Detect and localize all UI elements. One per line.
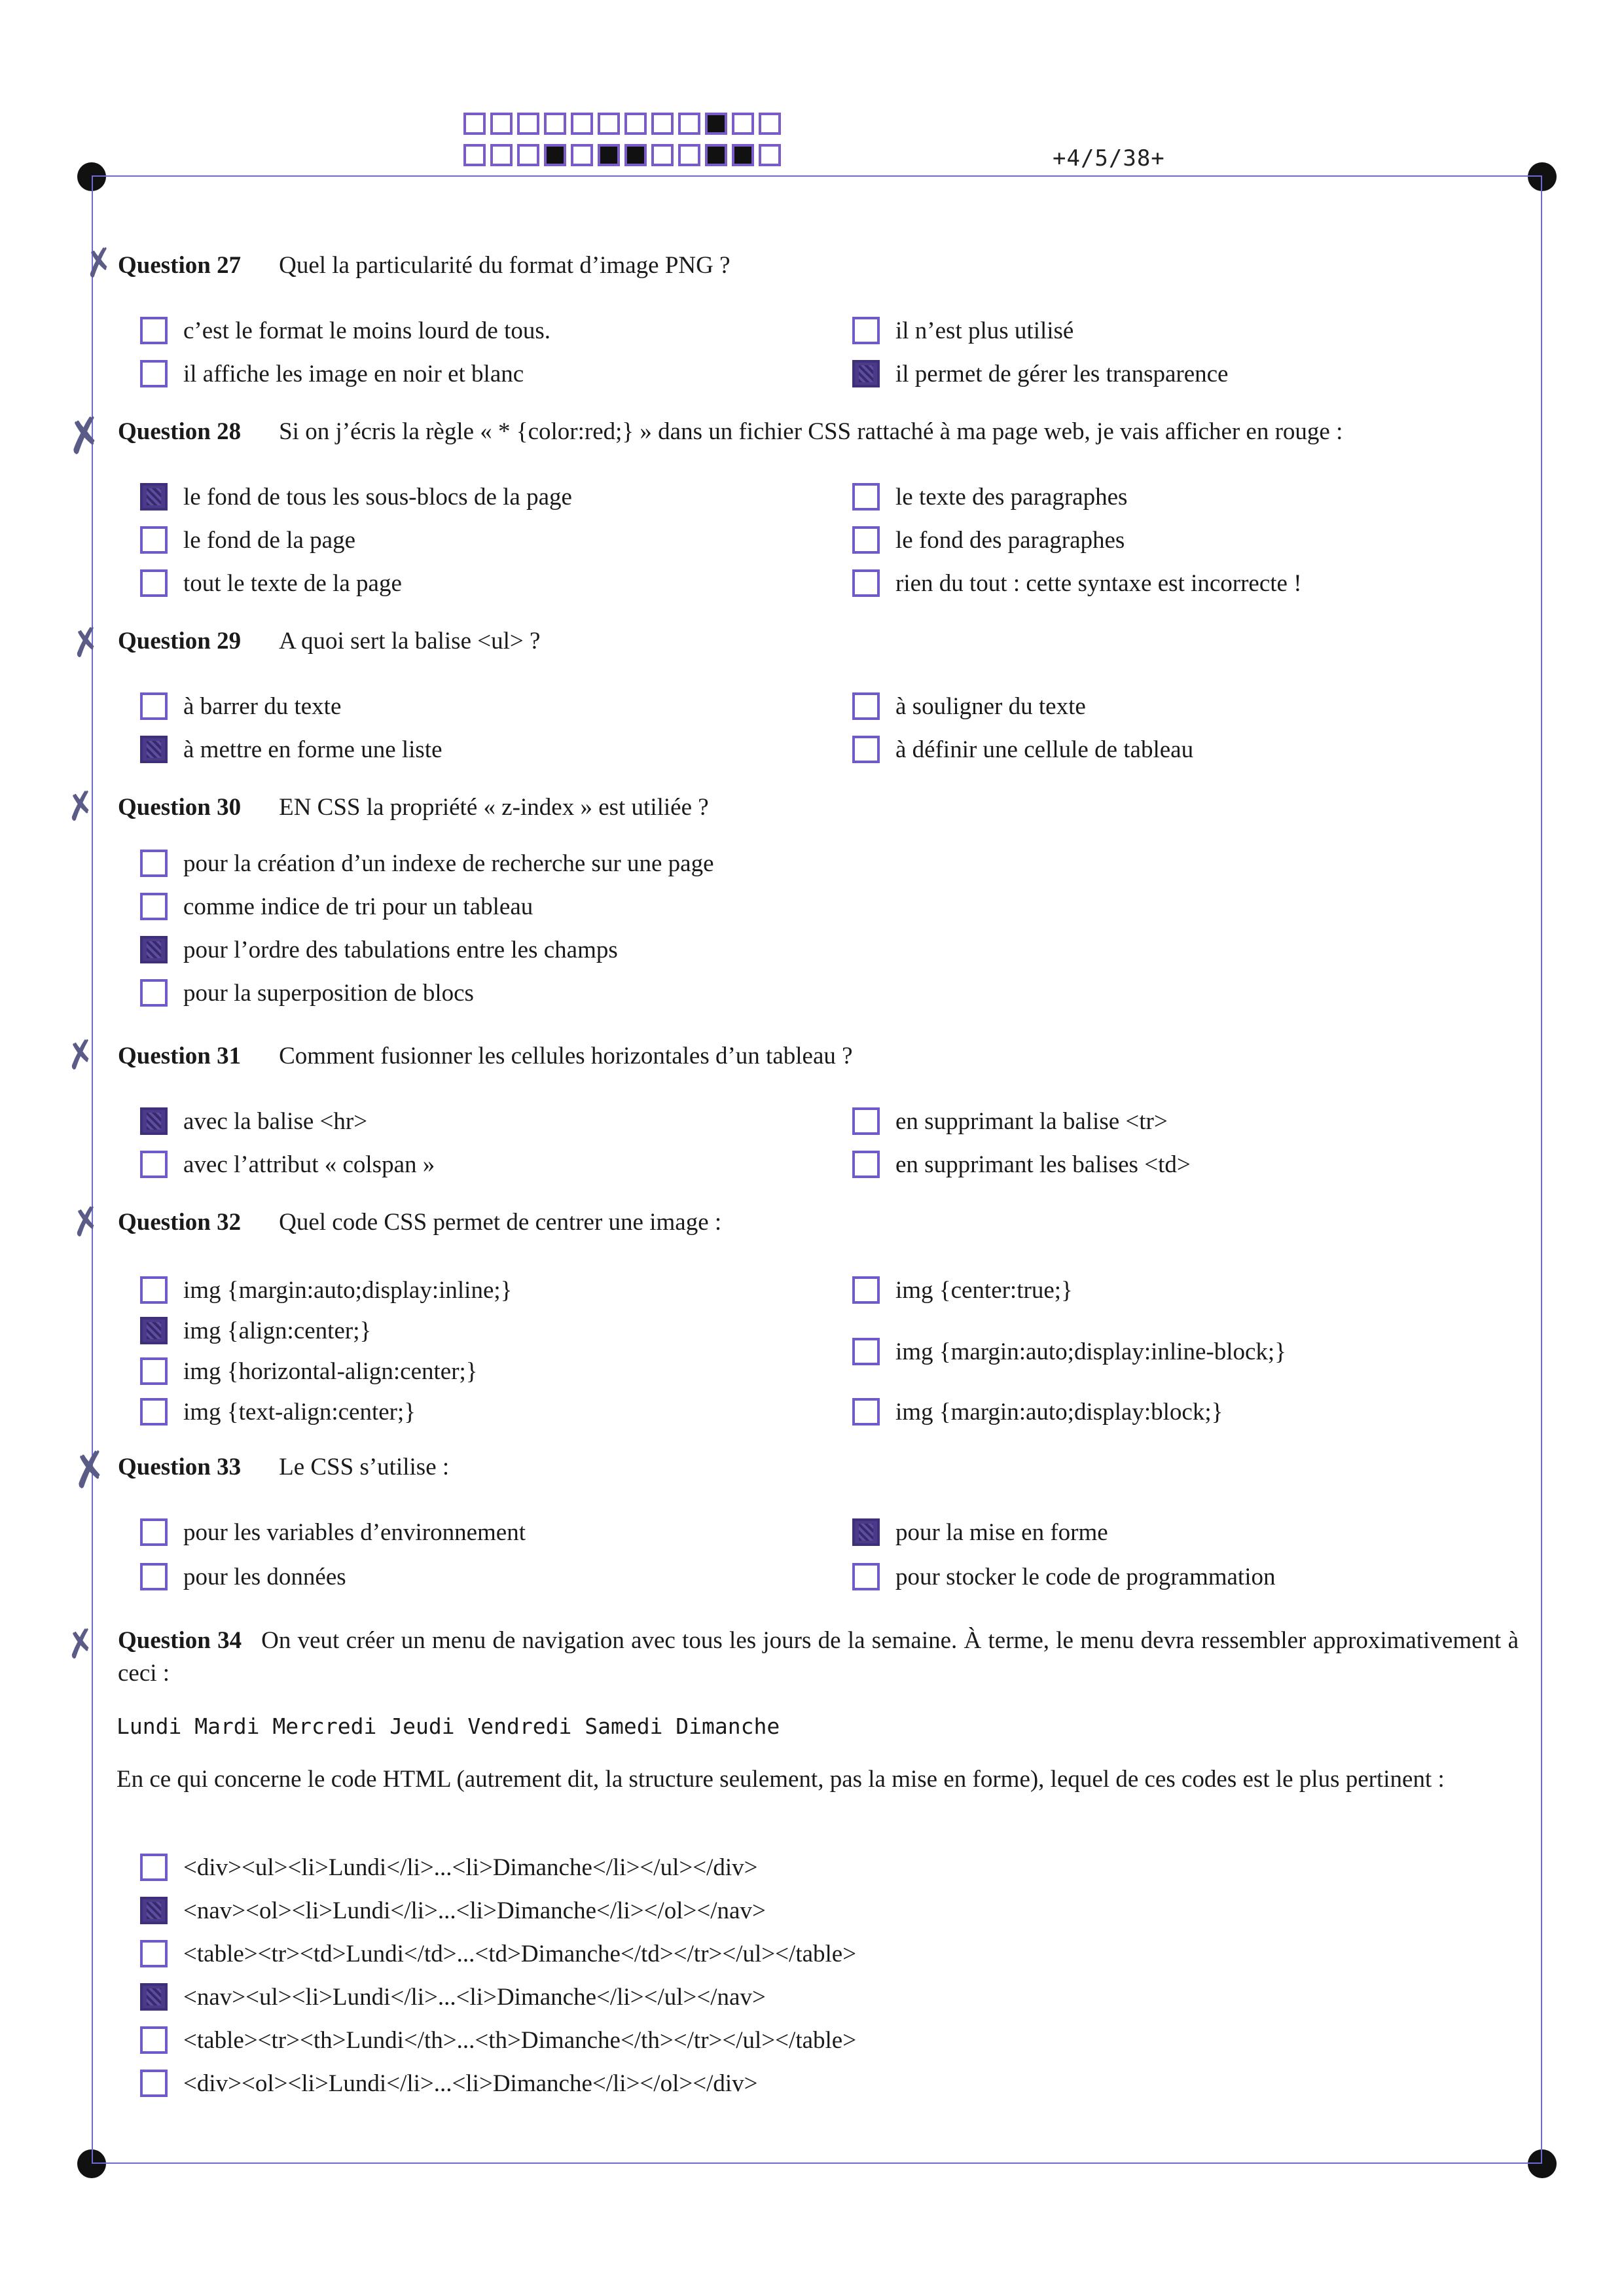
q30-option-1[interactable] (140, 847, 714, 880)
grading-mark-q30: ✗ (61, 782, 101, 831)
code-box-filled (544, 144, 566, 166)
code-box-filled (732, 144, 754, 166)
code-row-1 (463, 113, 785, 135)
checkbox[interactable] (140, 2026, 168, 2054)
grading-mark-q29: ✗ (66, 619, 106, 668)
code-box-filled (705, 113, 727, 135)
question-text: Comment fusionner les cellules horizontales d’un tableau ? (279, 1043, 853, 1069)
option-label: <nav><ul><li>Lundi</li>...<li>Dimanche</li></ul></nav> (183, 1983, 766, 2011)
question-text: Quel la particularité du format d’image PNG ? (279, 252, 731, 279)
question-28-title (118, 418, 1343, 446)
question-34-title (118, 1624, 1519, 1690)
code-box (490, 113, 513, 135)
question-text: A quoi sert la balise <ul> ? (279, 628, 541, 655)
grading-mark-q33: ✗ (65, 1439, 115, 1501)
option-label: à souligner du texte (895, 692, 1086, 720)
checkbox-checked[interactable] (140, 1317, 168, 1344)
checkbox[interactable] (852, 1276, 880, 1304)
checkbox[interactable] (140, 1151, 168, 1178)
checkbox-checked[interactable] (140, 1897, 168, 1924)
q33-option-2[interactable] (140, 1560, 346, 1593)
checkbox-checked[interactable] (140, 736, 168, 763)
code-box (759, 144, 781, 166)
grading-mark-q34: ✗ (61, 1620, 101, 1669)
option-label: img {margin:auto;display:inline;} (183, 1276, 513, 1304)
question-27-title (118, 251, 731, 279)
grading-mark-q27: ✗ (79, 239, 119, 288)
q28-option-2[interactable] (140, 524, 355, 556)
checkbox[interactable] (140, 569, 168, 597)
code-box (678, 144, 700, 166)
q31-option-1[interactable] (140, 1105, 367, 1138)
option-label: à définir une cellule de tableau (895, 736, 1194, 763)
checkbox[interactable] (852, 1398, 880, 1426)
code-box (651, 144, 674, 166)
option-label: en supprimant la balise <tr> (895, 1107, 1168, 1135)
q34-option-6[interactable] (140, 2067, 758, 2100)
frame-top (92, 175, 1542, 177)
code-box (517, 144, 539, 166)
option-label: le texte des paragraphes (895, 483, 1128, 511)
option-label: à mettre en forme une liste (183, 736, 442, 763)
option-label: <div><ol><li>Lundi</li>...<li>Dimanche</li></ol></div> (183, 2070, 758, 2097)
q30-option-4[interactable] (140, 977, 474, 1009)
question-text: Si on j’écris la règle « * {color:red;} » dans un fichier CSS rattaché à ma page web, je vais afficher en rouge : (279, 418, 1343, 445)
menu-example: Lundi Mardi Mercredi Jeudi Vendredi Samedi Dimanche (117, 1713, 780, 1739)
option-label: <nav><ol><li>Lundi</li>...<li>Dimanche</li></ol></nav> (183, 1897, 766, 1924)
option-label: avec la balise <hr> (183, 1107, 368, 1135)
option-label: img {align:center;} (183, 1317, 372, 1344)
code-box (463, 113, 486, 135)
option-label: le fond des paragraphes (895, 526, 1125, 554)
code-box (732, 113, 754, 135)
question-number: Question 31 (118, 1043, 242, 1069)
q28-option-5[interactable] (852, 524, 1125, 556)
q32-option-7[interactable] (852, 1395, 1223, 1428)
q31-option-3[interactable] (852, 1105, 1168, 1138)
checkbox[interactable] (852, 1151, 880, 1178)
code-box-filled (598, 144, 620, 166)
checkbox[interactable] (140, 1357, 168, 1385)
option-label: pour l’ordre des tabulations entre les champs (183, 936, 618, 963)
q30-option-3[interactable] (140, 933, 618, 966)
q32-option-4[interactable] (140, 1395, 416, 1428)
corner-mark-bottom-right (1528, 2149, 1557, 2178)
q29-option-1[interactable] (140, 690, 341, 723)
q28-option-6[interactable] (852, 567, 1302, 600)
q34-option-5[interactable] (140, 2024, 856, 2056)
question-number: Question 29 (118, 628, 242, 655)
q31-option-4[interactable] (852, 1148, 1191, 1181)
code-box (571, 113, 593, 135)
q34-option-1[interactable] (140, 1851, 758, 1884)
checkbox[interactable] (140, 1398, 168, 1426)
frame-left (92, 175, 93, 2162)
page-id: +4/5/38+ (1053, 145, 1165, 171)
checkbox-checked[interactable] (140, 1107, 168, 1135)
q32-option-2[interactable] (140, 1314, 371, 1347)
q33-option-4[interactable] (852, 1560, 1276, 1593)
question-number: Question 33 (118, 1454, 242, 1480)
grading-mark-q28: ✗ (60, 405, 109, 467)
question-number: Question 30 (118, 794, 242, 821)
q28-option-3[interactable] (140, 567, 402, 600)
option-label: rien du tout : cette syntaxe est incorrecte ! (895, 569, 1302, 597)
frame-right (1541, 175, 1542, 2162)
option-label: img {text-align:center;} (183, 1398, 416, 1426)
checkbox[interactable] (140, 1563, 168, 1590)
option-label: pour la création d’un indexe de recherche sur une page (183, 850, 714, 877)
option-label: le fond de la page (183, 526, 355, 554)
question-34-subtext: En ce qui concerne le code HTML (autrement dit, la structure seulement, pas la mise en forme), lequel de ces codes est le plus pertinent : (117, 1766, 1445, 1793)
option-label: <table><tr><td>Lundi</td>...<td>Dimanche</td></tr></ul></table> (183, 1940, 857, 1967)
question-number: Question 27 (118, 252, 242, 279)
option-label: comme indice de tri pour un tableau (183, 893, 533, 920)
q34-option-4[interactable] (140, 1981, 766, 2013)
grading-mark-q31: ✗ (61, 1031, 101, 1080)
q32-option-1[interactable] (140, 1274, 512, 1306)
q30-option-2[interactable] (140, 890, 533, 923)
question-31-title (118, 1042, 853, 1070)
checkbox[interactable] (140, 1854, 168, 1881)
checkbox[interactable] (140, 360, 168, 387)
q27-option-2[interactable] (140, 357, 524, 390)
checkbox[interactable] (140, 692, 168, 720)
checkbox-checked[interactable] (140, 1983, 168, 2011)
q29-option-4[interactable] (852, 733, 1193, 766)
q27-option-3[interactable] (852, 314, 1074, 347)
code-box-filled (705, 144, 727, 166)
checkbox[interactable] (140, 1940, 168, 1967)
code-box (544, 113, 566, 135)
code-box (759, 113, 781, 135)
question-text: Le CSS s’utilise : (279, 1454, 450, 1480)
checkbox[interactable] (852, 483, 880, 511)
checkbox[interactable] (852, 526, 880, 554)
checkbox-checked[interactable] (852, 360, 880, 387)
option-label: <div><ul><li>Lundi</li>...<li>Dimanche</li></ul></div> (183, 1854, 758, 1881)
checkbox[interactable] (140, 526, 168, 554)
option-label: il affiche les image en noir et blanc (183, 360, 524, 387)
q34-option-2[interactable] (140, 1894, 766, 1927)
checkbox[interactable] (140, 1518, 168, 1546)
checkbox[interactable] (852, 692, 880, 720)
option-label: il n’est plus utilisé (895, 317, 1074, 344)
code-box (678, 113, 700, 135)
q27-option-4[interactable] (852, 357, 1228, 390)
code-box (598, 113, 620, 135)
question-text: EN CSS la propriété « z-index » est utiliée ? (279, 794, 709, 821)
code-box (463, 144, 486, 166)
option-label: pour les données (183, 1563, 346, 1590)
checkbox[interactable] (852, 1563, 880, 1590)
checkbox[interactable] (852, 569, 880, 597)
question-number: Question 32 (118, 1209, 242, 1236)
q33-option-3[interactable] (852, 1516, 1108, 1549)
frame-bottom (92, 2162, 1542, 2164)
question-33-title (118, 1453, 449, 1481)
checkbox[interactable] (140, 2070, 168, 2097)
checkbox[interactable] (852, 1107, 880, 1135)
corner-mark-top-right (1528, 162, 1557, 191)
code-box-filled (624, 144, 647, 166)
q31-option-2[interactable] (140, 1148, 435, 1181)
question-text: On veut créer un menu de navigation avec tous les jours de la semaine. À terme, le menu devra ressembler approximativement à ceci : (118, 1627, 1519, 1687)
checkbox[interactable] (140, 979, 168, 1007)
option-label: pour les variables d’environnement (183, 1518, 526, 1546)
option-label: il permet de gérer les transparence (895, 360, 1229, 387)
checkbox[interactable] (852, 1338, 880, 1365)
q32-option-6[interactable] (852, 1335, 1286, 1368)
question-text: Quel code CSS permet de centrer une image : (279, 1209, 722, 1236)
checkbox[interactable] (140, 893, 168, 920)
option-label: pour la mise en forme (895, 1518, 1108, 1546)
option-label: pour la superposition de blocs (183, 979, 474, 1007)
checkbox-checked[interactable] (140, 936, 168, 963)
question-number: Question 28 (118, 418, 242, 445)
option-label: img {horizontal-align:center;} (183, 1357, 478, 1385)
q27-option-1[interactable] (140, 314, 550, 347)
checkbox[interactable] (140, 850, 168, 877)
option-label: à barrer du texte (183, 692, 342, 720)
checkbox-checked[interactable] (140, 483, 168, 511)
code-box (624, 113, 647, 135)
option-label: img {center:true;} (895, 1276, 1073, 1304)
q33-option-1[interactable] (140, 1516, 526, 1549)
option-label: img {margin:auto;display:inline-block;} (895, 1338, 1286, 1365)
question-29-title (118, 627, 540, 655)
checkbox[interactable] (140, 1276, 168, 1304)
q32-option-3[interactable] (140, 1355, 478, 1388)
grading-mark-q32: ✗ (66, 1198, 106, 1247)
option-label: le fond de tous les sous-blocs de la page (183, 483, 572, 511)
q28-option-1[interactable] (140, 480, 572, 513)
option-label: pour stocker le code de programmation (895, 1563, 1276, 1590)
code-box (490, 144, 513, 166)
checkbox-checked[interactable] (852, 1518, 880, 1546)
option-label: avec l’attribut « colspan » (183, 1151, 435, 1178)
q29-option-3[interactable] (852, 690, 1086, 723)
code-box (571, 144, 593, 166)
option-label: img {margin:auto;display:block;} (895, 1398, 1223, 1426)
code-row-2 (463, 144, 785, 166)
code-box (517, 113, 539, 135)
option-label: <table><tr><th>Lundi</th>...<th>Dimanche</th></tr></ul></table> (183, 2026, 857, 2054)
question-30-title (118, 793, 709, 821)
q28-option-4[interactable] (852, 480, 1127, 513)
checkbox[interactable] (852, 736, 880, 763)
option-label: c’est le format le moins lourd de tous. (183, 317, 551, 344)
q29-option-2[interactable] (140, 733, 442, 766)
option-label: tout le texte de la page (183, 569, 402, 597)
q32-option-5[interactable] (852, 1274, 1073, 1306)
question-number: Question 34 (118, 1627, 242, 1654)
checkbox[interactable] (140, 317, 168, 344)
code-box (651, 113, 674, 135)
option-label: en supprimant les balises <td> (895, 1151, 1191, 1178)
question-32-title (118, 1208, 721, 1236)
q34-option-3[interactable] (140, 1937, 856, 1970)
checkbox[interactable] (852, 317, 880, 344)
